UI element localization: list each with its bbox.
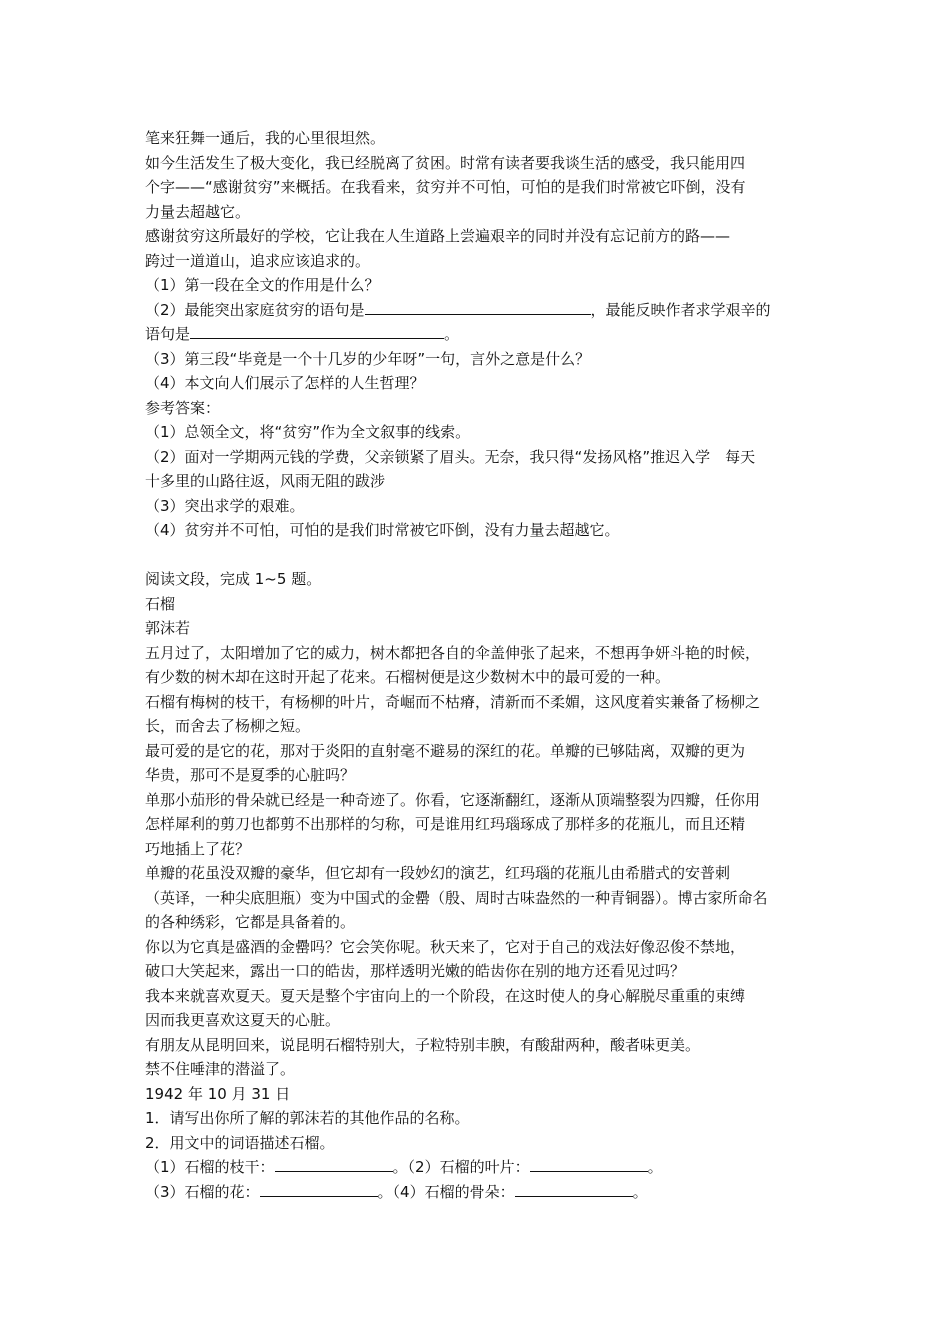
text-line: 有少数的树木却在这时开起了花来。石榴树便是这少数树木中的最可爱的一种。: [145, 668, 671, 686]
question-2: 2．用文中的词语描述石榴。: [145, 1133, 335, 1152]
text-line: 我本来就喜欢夏天。夏天是整个宇宙向上的一个阶段，在这时使人的身心解脱尽重重的束缚: [145, 986, 746, 1005]
question-1: 1．请写出你所了解的郭沫若的其他作品的名称。: [145, 1109, 470, 1127]
text-line: 禁不住唾津的潜溢了。: [145, 1060, 296, 1078]
text-line: （英译，一种尖底胆瓶）变为中国式的金罍（殷、周时古味盎然的一种青铜器）。博古家所命名: [145, 888, 768, 907]
text-line: 单那小茄形的骨朵就已经是一种奇迹了。你看，它逐渐翻红，逐渐从顶端整裂为四瓣，任你用: [145, 790, 761, 809]
text-line: 五月过了，太阳增加了它的威力，树木都把各自的伞盖伸张了起来，不想再争妍斗艳的时候，: [145, 643, 761, 662]
answer-blank[interactable]: [530, 1155, 648, 1172]
text-line: 怎样犀利的剪刀也都剪不出那样的匀称，可是谁用红玛瑙琢成了那样多的花瓶儿，而且还精: [145, 815, 746, 833]
answer-heading: 参考答案：: [145, 398, 221, 417]
text-line: 感谢贫穷这所最好的学校，它让我在人生道路上尝遍艰辛的同时并没有忘记前方的路——: [145, 227, 731, 245]
text-line: 巧地插上了花？: [145, 839, 251, 858]
fill-label: 。（4）石榴的骨朵：: [377, 1182, 515, 1201]
fill-label: 。: [632, 1182, 648, 1201]
fill-in-line-2: [145, 1180, 813, 1205]
text-line: 破口大笑起来，露出一口的皓齿，那样透明光嫩的皓齿你在别的地方还看见过吗？: [145, 962, 686, 980]
text-line: 有朋友从昆明回来，说昆明石榴特别大，子粒特别丰腴，有酸甜两种，酸者味更美。: [145, 1035, 701, 1054]
document-page: [145, 126, 813, 1204]
answer-blank[interactable]: [515, 1180, 633, 1197]
answer-blank[interactable]: [190, 322, 444, 339]
passage-author: 郭沫若: [145, 619, 191, 637]
text-line: 笔来狂舞一通后，我的心里很坦然。: [145, 129, 386, 147]
fill-in-line-1: [145, 1155, 813, 1180]
question-3: （3）第三段“毕竟是一个十几岁的少年呀”一句，言外之意是什么？: [145, 349, 591, 368]
answer-line: （4）贫穷并不可怕，可怕的是我们时常被它吓倒，没有力量去超越它。: [145, 521, 620, 539]
text-line: 如今生活发生了极大变化，我已经脱离了贫困。时常有读者要我谈生活的感受，我只能用四: [145, 153, 746, 172]
answer-blank[interactable]: [260, 1180, 378, 1197]
question-2-text: ，最能反映作者求学艰辛的: [590, 300, 771, 319]
passage-1-tail: [145, 126, 813, 543]
text-line: 个字——“感谢贫穷”来概括。在我看来，贫穷并不可怕，可怕的是我们时常被它吓倒，没有: [145, 178, 746, 196]
passage-2: [145, 567, 813, 1204]
answer-line: （1）总领全文，将“贫穷”作为全文叙事的线索。: [145, 423, 471, 441]
answer-line: （3）突出求学的艰难。: [145, 496, 305, 515]
reading-instruction: 阅读文段，完成 1~5 题。: [145, 570, 322, 588]
question-2-line-2: [145, 322, 813, 347]
text-line: 的各种绣彩，它都是具备着的。: [145, 913, 356, 931]
answer-line: （2）面对一学期两元钱的学费，父亲锁紧了眉头。无奈，我只得“发扬风格”推迟入学 每天: [145, 447, 756, 466]
fill-label: （3）石榴的花：: [145, 1182, 260, 1201]
text-line: 跨过一道道山，追求应该追求的。: [145, 251, 371, 270]
question-2-line-1: [145, 298, 813, 323]
text-line: 最可爱的是它的花，那对于炎阳的直射毫不避易的深红的花。单瓣的已够陆离，双瓣的更为: [145, 741, 746, 760]
question-4: （4）本文向人们展示了怎样的人生哲理？: [145, 374, 425, 392]
text-line: 单瓣的花虽没双瓣的豪华，但它却有一段妙幻的演艺，红玛瑙的花瓶儿由希腊式的安普刺: [145, 864, 731, 882]
question-2-text: 。: [444, 325, 460, 343]
text-line: 石榴有梅树的枝干，有杨柳的叶片，奇崛而不枯瘠，清新而不柔媚，这风度着实兼备了杨柳之: [145, 692, 761, 711]
fill-label: 。: [647, 1158, 663, 1176]
question-2-text: 语句是: [145, 325, 191, 343]
text-line: 你以为它真是盛酒的金罍吗？它会笑你呢。秋天来了，它对于自己的戏法好像忍俊不禁地，: [145, 937, 746, 956]
passage-title: 石榴: [145, 594, 176, 613]
question-1: （1）第一段在全文的作用是什么？: [145, 276, 380, 294]
passage-date: 1942 年 10 月 31 日: [145, 1084, 291, 1103]
spacer: [145, 543, 813, 568]
answer-line: 十多里的山路往返，风雨无阻的跋涉: [145, 472, 386, 490]
text-line: 因而我更喜欢这夏天的心脏。: [145, 1011, 341, 1029]
question-2-text: （2）最能突出家庭贫穷的语句是: [145, 300, 365, 319]
text-line: 长，而舍去了杨柳之短。: [145, 717, 311, 735]
answer-blank[interactable]: [365, 298, 591, 315]
fill-label: （1）石榴的枝干：: [145, 1158, 275, 1176]
answer-blank[interactable]: [275, 1155, 393, 1172]
fill-label: 。（2）石榴的叶片：: [392, 1158, 530, 1176]
text-line: 华贵，那可不是夏季的心脏吗？: [145, 766, 356, 784]
text-line: 力量去超越它。: [145, 202, 251, 221]
